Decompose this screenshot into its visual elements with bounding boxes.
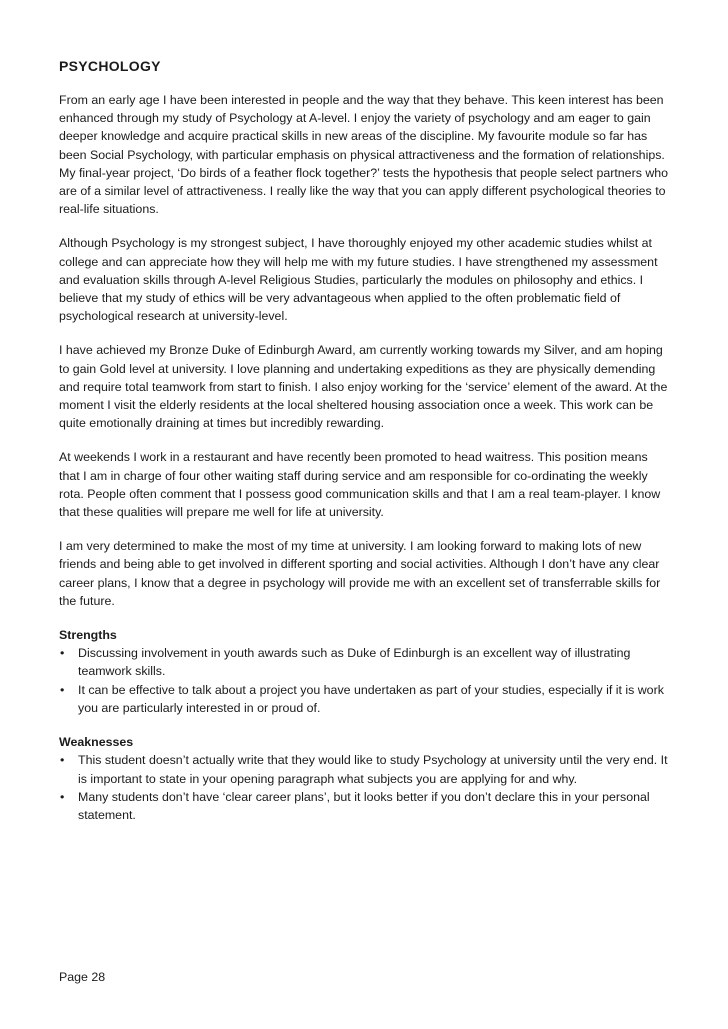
list-item-text: It can be effective to talk about a project you have undertaken as part of your studies, especially if it is work you are particularly interested in or proud of.: [78, 682, 664, 715]
strengths-list: [59, 644, 669, 717]
bullet-icon: •: [60, 682, 65, 697]
strengths-heading: Strengths: [59, 628, 117, 643]
list-item: [59, 751, 669, 787]
bullet-icon: •: [60, 753, 65, 768]
list-item-text: Discussing involvement in youth awards such as Duke of Edinburgh is an excellent way of illustrating teamwork skills.: [78, 646, 631, 679]
bullet-icon: •: [60, 646, 65, 661]
paragraph-2: Although Psychology is my strongest subject, I have thoroughly enjoyed my other academic studies whilst at college and can appreciate how they will help me with my future studies. I have strengthened my assessment and evaluation skills through A-level Religious Studies, particularly the modules on philosophy and ethics. I believe that my study of ethics will be very advantageous when applied to the often problematic field of psychological research at university-level.: [59, 236, 658, 324]
page-title: PSYCHOLOGY: [59, 58, 161, 74]
paragraph-1: From an early age I have been interested in people and the way that they behave. This keen interest has been enhanced through my study of Psychology at A-level. I enjoy the variety of psychology and am eager to gain deeper knowledge and acquire practical skills in new areas of the discipline. My favourite module so far has been Social Psychology, with particular emphasis on physical attractiveness and the formation of relationships. My final-year project, ‘Do birds of a feather flock together?’ tests the hypothesis that people select partners who are of a similar level of attractiveness. I really like the way that you can apply different psychological theories to real-life situations.: [59, 93, 669, 217]
weaknesses-list: [59, 751, 669, 824]
list-item: [59, 681, 669, 717]
weaknesses-heading: Weaknesses: [59, 735, 134, 750]
list-item-text: This student doesn’t actually write that they would like to study Psychology at university until the very end. It is important to state in your opening paragraph what subjects you are applying for and why.: [78, 753, 668, 786]
bullet-icon: •: [60, 789, 65, 804]
page-number: Page 28: [59, 970, 106, 984]
paragraph-3: I have achieved my Bronze Duke of Edinburgh Award, am currently working towards my Silver, and am hoping to gain Gold level at university. I love planning and undertaking expeditions as they are physically demending and require total teamwork from start to finish. I also enjoy working for the ‘service’ element of the award. At the moment I visit the elderly residents at the local sheltered housing association once a week. This work can be quite emotionally draining at times but incredibly rewarding.: [59, 343, 668, 431]
list-item-text: Many students don’t have ‘clear career plans’, but it looks better if you don’t declare this in your personal statement.: [78, 789, 650, 822]
paragraph-5: I am very determined to make the most of my time at university. I am looking forward to making lots of new friends and being able to get involved in different sporting and social activities. Although I don’t have any clear career plans, I know that a degree in psychology will provide me with an excellent set of transferrable skills for the future.: [59, 539, 661, 608]
paragraph-4: At weekends I work in a restaurant and have recently been promoted to head waitress. This position means that I am in charge of four other waiting staff during service and am responsible for co-ordinating the weekly rota. People often comment that I possess good communication skills and that I am a real team-player. I know that these qualities will prepare me well for life at university.: [59, 450, 661, 520]
list-item: [59, 644, 669, 680]
list-item: [59, 788, 669, 824]
document-page: [59, 58, 669, 840]
